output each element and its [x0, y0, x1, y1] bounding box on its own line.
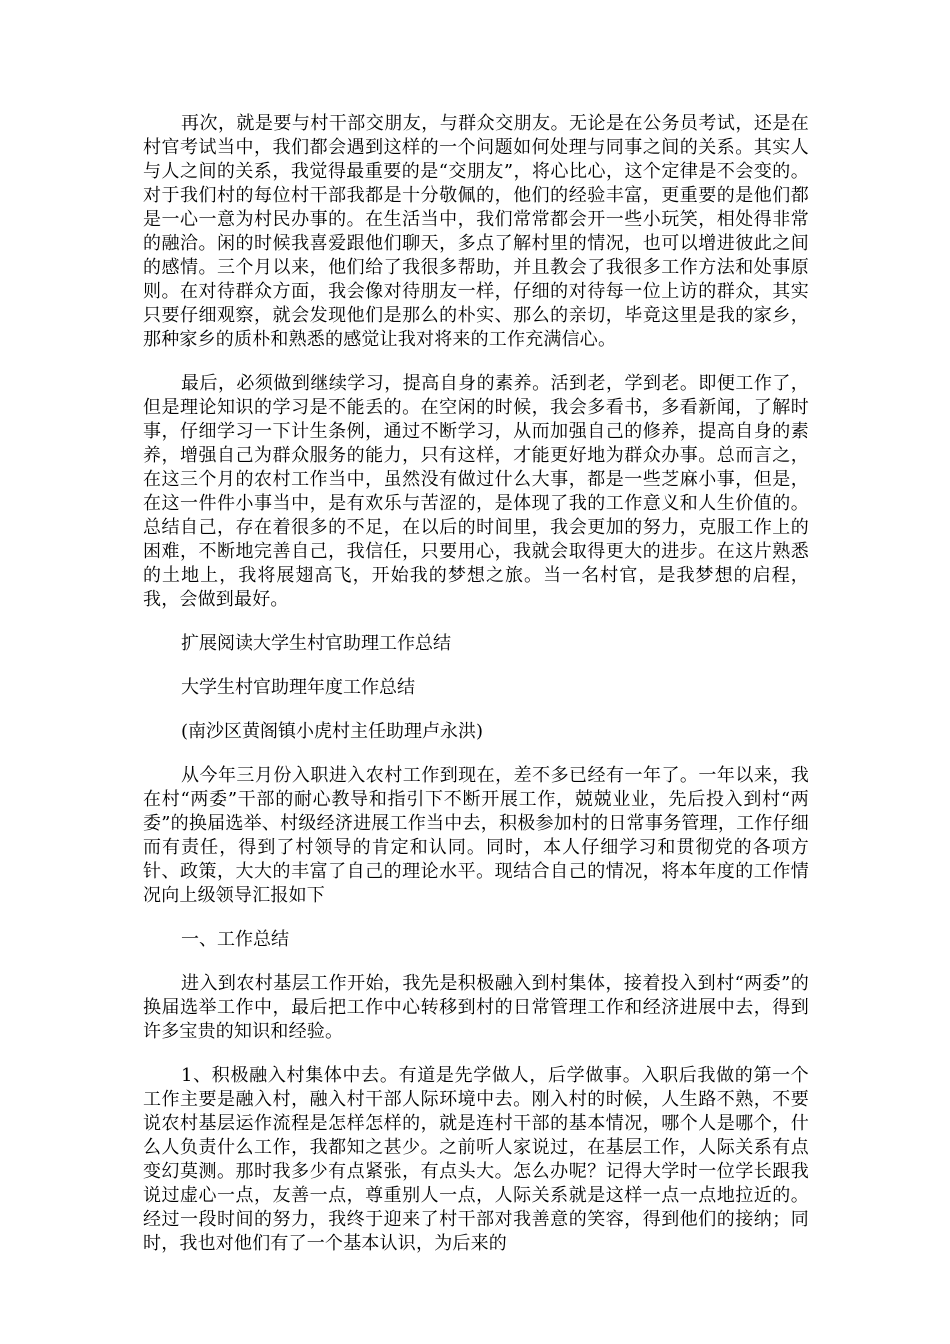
- paragraph-integrate-village: 1、积极融入村集体中去。有道是先学做人，后学做事。入职后我做的第一个工作主要是融入村，融入村干部人际环境中去。刚入村的时候，人生路不熟，不要说农村基层运作流程是怎样怎样的，就是连村干部的基本情况，哪个人是哪个，什么人负责什么工作，我都知之甚少。之前听人家说过，在基层工作，人际关系有点变幻莫测。那时我多少有点紧张，有点头大。怎么办呢？记得大学时一位学长跟我说过虚心一点，友善一点，尊重别人一点，人际关系就是这样一点一点地拉近的。经过一段时间的努力，我终于迎来了村干部对我善意的笑容，得到他们的接纳；同时，我也对他们有了一个基本认识，为后来的: [143, 1065, 809, 1254]
- paragraph-making-friends: 再次，就是要与村干部交朋友，与群众交朋友。无论是在公务员考试，还是在村官考试当中，我们都会遇到这样的一个问题如何处理与同事之间的关系。其实人与人之间的关系，我觉得最重要的是“交朋友”，将心比心，这个定律是不会变的。对于我们村的每位村干部我都是十分敬佩的，他们的经验丰富，更重要的是他们都是一心一意为村民办事的。在生活当中，我们常常都会开一些小玩笑，相处得非常的融洽。闲的时候我喜爱跟他们聊天，多点了解村里的情况，也可以增进彼此之间的感情。三个月以来，他们给了我很多帮助，并且教会了我很多工作方法和处事原则。在对待群众方面，我会像对待朋友一样，仔细的对待每一位上访的群众，其实只要仔细观察，就会发现他们是那么的朴实、那么的亲切，毕竟这里是我的家乡，那种家乡的质朴和熟悉的感觉让我对将来的工作充满信心。: [143, 113, 809, 350]
- paragraph-work-overview: 进入到农村基层工作开始，我先是积极融入到村集体，接着投入到村“两委”的换届选举工作中，最后把工作中心转移到村的日常管理工作和经济进展中去，得到许多宝贵的知识和经验。: [143, 973, 809, 1042]
- extended-reading-heading: 扩展阅读大学生村官助理工作总结: [181, 633, 451, 654]
- document-title: 大学生村官助理年度工作总结: [181, 677, 415, 698]
- section-heading-work-summary: 一、工作总结: [181, 929, 289, 950]
- author-line: (南沙区黄阁镇小虎村主任助理卢永洪): [181, 721, 484, 742]
- document-page: [143, 112, 809, 1276]
- paragraph-introduction: 从今年三月份入职进入农村工作到现在，差不多已经有一年了。一年以来，我在村“两委”干部的耐心教导和指引下不断开展工作，兢兢业业，先后投入到村“两委”的换届选举、村级经济进展工作当中去，积极参加村的日常事务管理，工作仔细而有责任，得到了村领导的肯定和认同。同时，本人仔细学习和贯彻党的各项方针、政策，大大的丰富了自己的理论水平。现结合自己的情况，将本年度的工作情况向上级领导汇报如下: [143, 765, 809, 906]
- paragraph-continuous-learning: 最后，必须做到继续学习，提高自身的素养。活到老，学到老。即便工作了，但是理论知识的学习是不能丢的。在空闲的时候，我会多看书，多看新闻，了解时事，仔细学习一下计生条例，通过不断学习，从而加强自己的修养，提高自身的素养，增强自己为群众服务的能力，只有这样，才能更好地为群众办事。总而言之，在这三个月的农村工作当中，虽然没有做过什么大事，都是一些芝麻小事，但是，在这一件件小事当中，是有欢乐与苦涩的，是体现了我的工作意义和人生价值的。总结自己，存在着很多的不足，在以后的时间里，我会更加的努力，克服工作上的困难，不断地完善自己，我信任，只要用心，我就会取得更大的进步。在这片熟悉的土地上，我将展翅高飞，开始我的梦想之旅。当一名村官，是我梦想的启程，我，会做到最好。: [143, 373, 809, 610]
